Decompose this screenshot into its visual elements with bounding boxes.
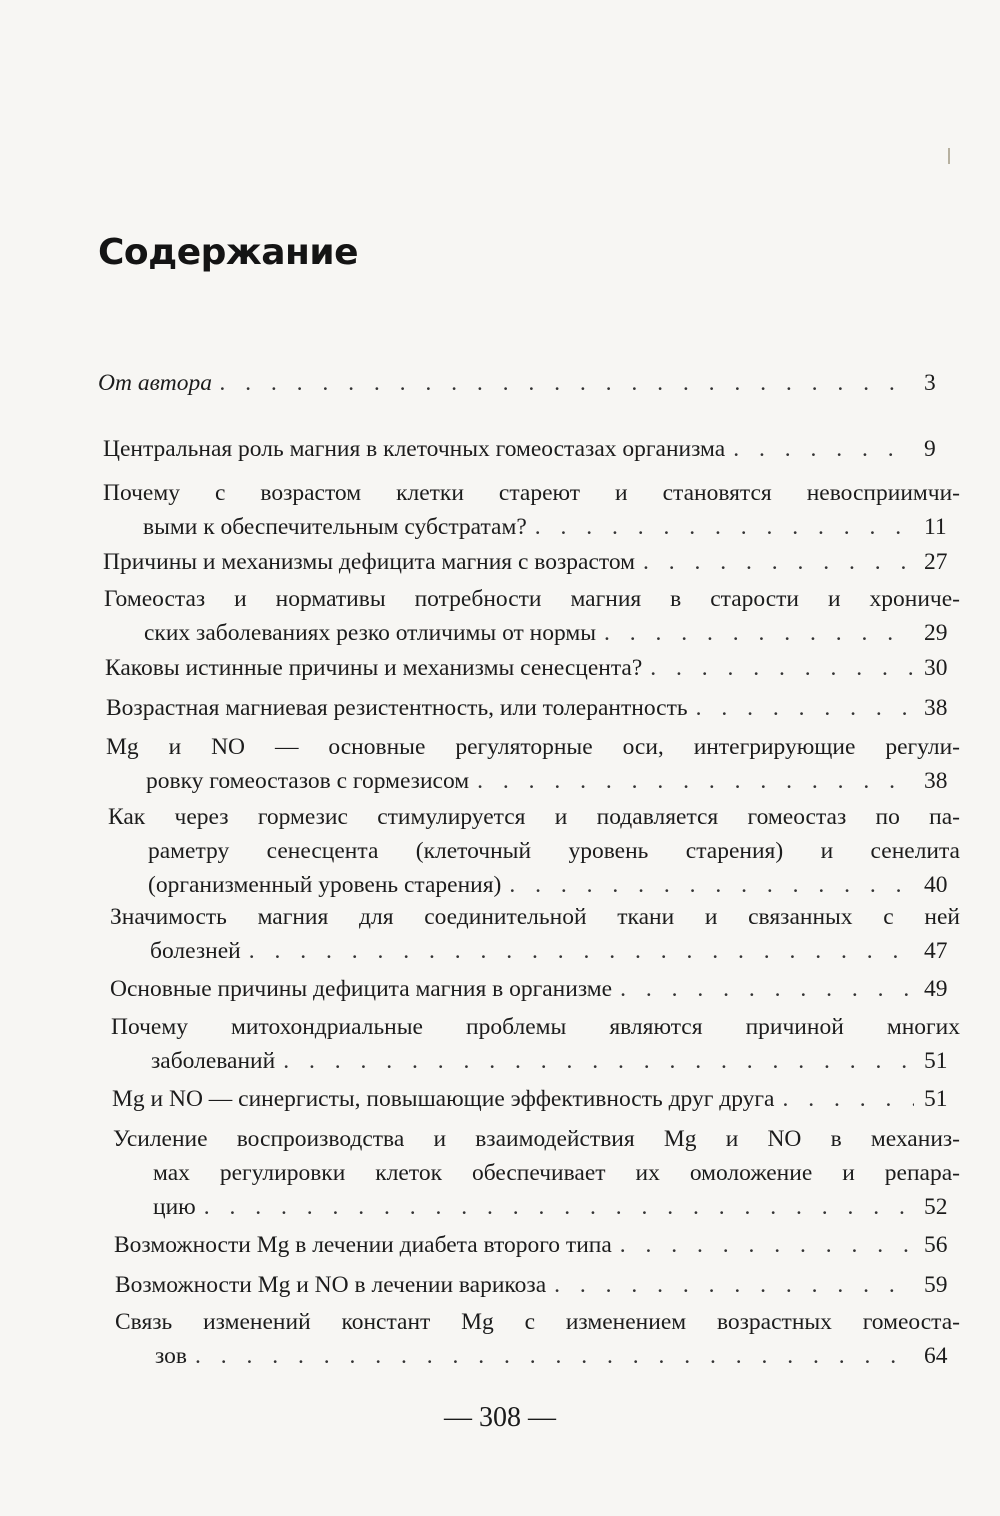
toc-entry-line <box>103 476 960 510</box>
toc-entry-line <box>108 834 960 868</box>
toc-entry-line <box>110 934 960 968</box>
toc-entry-line <box>108 800 960 834</box>
toc-entry-line <box>106 730 960 764</box>
dot-leader <box>774 1082 914 1116</box>
dot-leader <box>596 616 914 650</box>
toc-entry-text: ских заболеваниях резко отличимы от нормы <box>144 620 597 646</box>
toc-entry <box>103 545 960 579</box>
toc-entry-text: Значимость магния для соединительной ткани и связанных с ней <box>110 904 960 930</box>
dot-leader <box>241 934 914 968</box>
toc-entry-text: болезней <box>150 938 241 964</box>
toc-entry-line <box>103 432 960 466</box>
toc-entry-text: Основные причины дефицита магния в организме <box>110 976 613 1002</box>
toc-page-number: 49 <box>924 976 948 1002</box>
toc-page-number: 11 <box>924 514 947 540</box>
toc-entry-text: Почему митохондриальные проблемы являются причиной многих <box>111 1014 960 1040</box>
toc-entry <box>98 366 960 400</box>
toc-entry-text: Усиление воспроизводства и взаимодействия Mg и NO в механиз- <box>113 1126 960 1152</box>
toc-entry-line <box>114 1228 960 1262</box>
toc-entry <box>113 1122 960 1224</box>
toc-entry-text: (организменный уровень старения) <box>148 872 502 898</box>
toc-entry-text: От автора <box>98 370 212 396</box>
toc-page-number: 3 <box>924 370 936 396</box>
toc-entry-line <box>106 691 960 725</box>
dot-leader <box>501 868 914 902</box>
toc-entry-line <box>113 1122 960 1156</box>
page-title: Содержание <box>98 232 359 273</box>
toc-entry-line <box>110 900 960 934</box>
toc-page-number: 51 <box>924 1086 948 1112</box>
toc-entry-line <box>108 868 960 902</box>
toc-entry-line <box>110 972 960 1006</box>
toc-entry-text: Возрастная магниевая резистентность, или толерантность <box>106 695 688 721</box>
toc-entry-line <box>115 1268 960 1302</box>
toc-entry-line <box>104 582 960 616</box>
toc-entry-line <box>115 1305 960 1339</box>
paper-speck <box>948 148 950 164</box>
toc-entry <box>103 476 960 544</box>
toc-page-number: 51 <box>924 1048 948 1074</box>
toc-entry <box>108 800 960 902</box>
toc-entry-text: мах регулировки клеток обеспечивает их омоложение и репара- <box>153 1160 960 1186</box>
dot-leader <box>275 1044 914 1078</box>
toc-entry-text: Почему с возрастом клетки стареют и становятся невосприимчи- <box>103 480 960 506</box>
toc-entry-text: выми к обеспечительным субстратам? <box>143 514 527 540</box>
toc-page-number: 52 <box>924 1194 948 1220</box>
toc-entry <box>111 1010 960 1078</box>
toc-page-number: 59 <box>924 1272 948 1298</box>
toc-page-number: 29 <box>924 620 948 646</box>
toc-entry-line <box>103 510 960 544</box>
toc-entry-line <box>105 651 960 685</box>
dot-leader <box>725 432 914 466</box>
toc-entry-text: Mg и NO — основные регуляторные оси, интегрирующие регули- <box>106 734 960 760</box>
toc-entry-text: ровку гомеостазов с гормезисом <box>146 768 470 794</box>
toc-entry-line <box>113 1190 960 1224</box>
toc-entry <box>110 972 960 1006</box>
dot-leader <box>612 1228 914 1262</box>
toc-page-number: 40 <box>924 872 948 898</box>
dot-leader <box>688 691 914 725</box>
toc-entry-line <box>98 366 960 400</box>
toc-entry <box>106 730 960 798</box>
toc-entry <box>115 1268 960 1302</box>
toc-entry-text: Каковы истинные причины и механизмы сенесцента? <box>105 655 643 681</box>
toc-entry <box>104 582 960 650</box>
toc-entry <box>105 651 960 685</box>
toc-entry-text: раметру сенесцента (клеточный уровень старения) и сенелита <box>148 838 960 864</box>
toc-entry-line <box>111 1044 960 1078</box>
toc-page-number: 38 <box>924 768 948 794</box>
toc-page-number: 38 <box>924 695 948 721</box>
toc-entry-text: зов <box>155 1343 187 1369</box>
toc-entry-text: заболеваний <box>151 1048 276 1074</box>
toc-entry-line <box>104 616 960 650</box>
dot-leader <box>469 764 914 798</box>
toc-entry-line <box>103 545 960 579</box>
toc-entry <box>112 1082 960 1116</box>
toc-page-number: 30 <box>924 655 948 681</box>
toc-page-number: 56 <box>924 1232 948 1258</box>
dot-leader <box>546 1268 914 1302</box>
page-number-footer: — 308 — <box>444 1402 556 1433</box>
dot-leader <box>187 1339 914 1373</box>
toc-page-number: 47 <box>924 938 948 964</box>
toc-entry-line <box>112 1082 960 1116</box>
toc-page-number: 9 <box>924 436 936 462</box>
toc-entry-line <box>106 764 960 798</box>
dot-leader <box>642 651 914 685</box>
toc-entry-text: Возможности Mg и NO в лечении варикоза <box>115 1272 547 1298</box>
toc-entry <box>110 900 960 968</box>
dot-leader <box>527 510 914 544</box>
toc-entry <box>114 1228 960 1262</box>
dot-leader <box>612 972 914 1006</box>
toc-page-number: 27 <box>924 549 948 575</box>
toc-entry-text: Как через гормезис стимулируется и подавляется гомеостаз по па- <box>108 804 960 830</box>
toc-entry <box>115 1305 960 1373</box>
toc-entry-text: Гомеостаз и нормативы потребности магния в старости и хрониче- <box>104 586 960 612</box>
toc-entry-line <box>113 1156 960 1190</box>
toc-entry <box>106 691 960 725</box>
toc-entry-text: Центральная роль магния в клеточных гомеостазах организма <box>103 436 726 462</box>
toc-entry-text: Причины и механизмы дефицита магния с возрастом <box>103 549 636 575</box>
toc-entry-line <box>111 1010 960 1044</box>
dot-leader <box>635 545 914 579</box>
toc-entry-text: Mg и NO — синергисты, повышающие эффективность друг друга <box>112 1086 775 1112</box>
toc-entry <box>103 432 960 466</box>
toc-entry-text: Связь изменений констант Mg с изменением возрастных гомеоста- <box>115 1309 960 1335</box>
dot-leader <box>212 366 914 400</box>
toc-entry-text: цию <box>153 1194 196 1220</box>
toc-entry-line <box>115 1339 960 1373</box>
dot-leader <box>196 1190 914 1224</box>
toc-page-number: 64 <box>924 1343 948 1369</box>
toc-entry-text: Возможности Mg в лечении диабета второго типа <box>114 1232 612 1258</box>
